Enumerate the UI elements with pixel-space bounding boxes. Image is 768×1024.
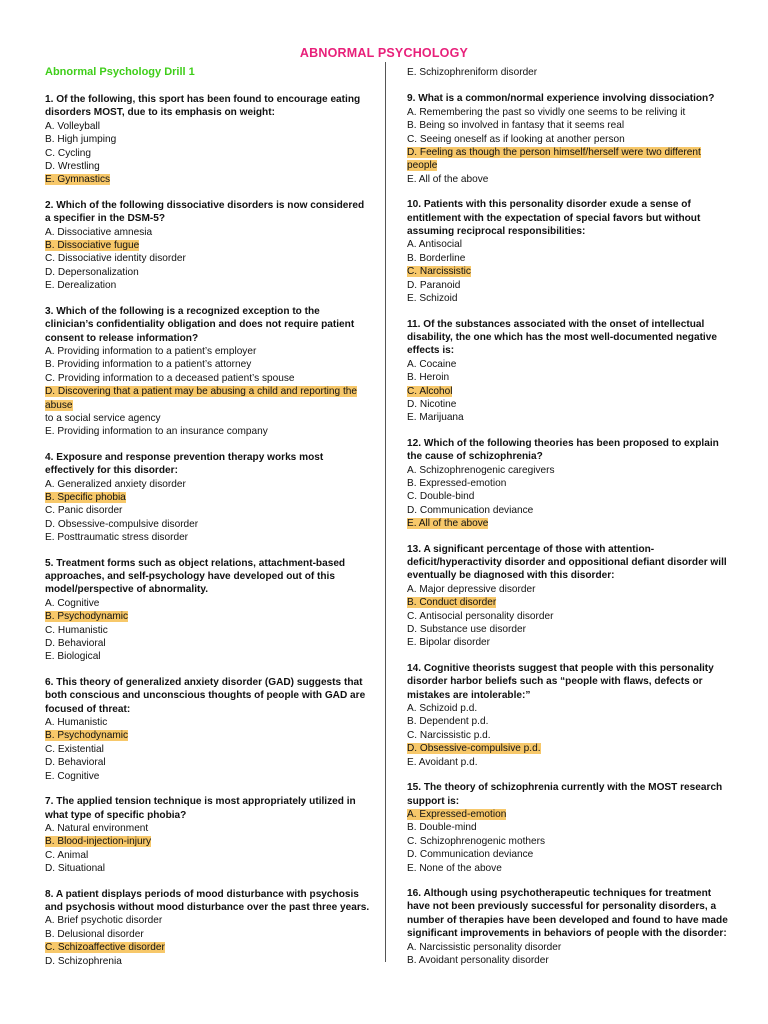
option-text: A. Narcissistic personality disorder <box>407 941 562 953</box>
question-item <box>407 543 732 650</box>
option-text: D. Obsessive-compulsive p.d. <box>407 743 541 755</box>
question-item <box>45 888 370 968</box>
option-text: C. Narcissistic p.d. <box>407 729 491 741</box>
option-text: B. Conduct disorder <box>407 597 497 609</box>
answer-option <box>407 292 732 305</box>
option-text: B. Being so involved in fantasy that it seems real <box>407 120 625 132</box>
option-text: B. Specific phobia <box>45 491 126 503</box>
answer-option <box>407 504 732 517</box>
right-column <box>407 66 732 979</box>
question-item <box>45 93 370 187</box>
question-stem: 15. The theory of schizophrenia currently with the MOST research support is: <box>407 782 723 807</box>
answer-option <box>45 955 370 968</box>
answer-option <box>45 743 370 756</box>
option-text: E. Marijuana <box>407 412 464 424</box>
question-item <box>45 305 370 439</box>
option-text: A. Generalized anxiety disorder <box>45 478 186 490</box>
answer-option <box>407 941 732 954</box>
option-text: B. Expressed-emotion <box>407 477 507 489</box>
option-text: E. Bipolar disorder <box>407 637 491 649</box>
question-stem: 14. Cognitive theorists suggest that people with this personality disorder harbor beliefs such as “people with flaws, defects or mistakes are intolerable:” <box>407 662 714 701</box>
answer-option-highlighted <box>45 385 370 412</box>
option-text: C. Panic disorder <box>45 505 123 517</box>
answer-option-highlighted <box>407 146 732 173</box>
option-text: D. Wrestling <box>45 161 100 173</box>
question-item <box>407 318 732 425</box>
question-stem: 3. Which of the following is a recognized exception to the clinician’s confidentiality obligation and does not require patient consent to release information? <box>45 305 355 344</box>
question-stem: 5. Treatment forms such as object relations, attachment-based approaches, and self-psychology have developed out of this model/perspective of abnormality. <box>45 557 346 596</box>
answer-option <box>45 597 370 610</box>
option-text: E. All of the above <box>407 173 489 185</box>
question-stem: 9. What is a common/normal experience involving dissociation? <box>407 93 715 105</box>
option-text: D. Nicotine <box>407 398 457 410</box>
option-text: C. Providing information to a deceased patient’s spouse <box>45 372 295 384</box>
answer-option <box>45 862 370 875</box>
answer-option <box>45 716 370 729</box>
question-stem: 13. A significant percentage of those with attention-deficit/hyperactivity disorder and oppositional defiant disorder will eventually be diagnosed with this disorder: <box>407 543 727 582</box>
option-text: B. Double-mind <box>407 822 477 834</box>
continued-option: E. Schizophreniform disorder <box>407 67 538 78</box>
answer-option <box>407 821 732 834</box>
answer-option-highlighted <box>45 491 370 504</box>
option-text: C. Dissociative identity disorder <box>45 253 186 265</box>
answer-option <box>45 650 370 663</box>
answer-option <box>45 425 370 438</box>
question-stem: 8. A patient displays periods of mood disturbance with psychosis and psychosis without mood disturbance over the past three years. <box>45 888 370 913</box>
option-text: C. Schizoaffective disorder <box>45 942 165 954</box>
question-item <box>407 92 732 186</box>
option-continuation: to a social service agency <box>45 412 161 424</box>
answer-option <box>45 637 370 650</box>
option-text: C. Humanistic <box>45 624 108 636</box>
option-text: A. Schizophrenogenic caregivers <box>407 464 555 476</box>
answer-option-highlighted <box>45 173 370 186</box>
answer-option <box>45 518 370 531</box>
option-text: D. Substance use disorder <box>407 624 526 636</box>
answer-option <box>45 770 370 783</box>
option-text: B. Heroin <box>407 372 450 384</box>
option-text: D. Discovering that a patient may be abusing a child and reporting the abuse <box>45 386 357 411</box>
answer-option <box>407 238 732 251</box>
question-item <box>45 557 370 664</box>
answer-option-highlighted <box>407 265 732 278</box>
answer-option-highlighted <box>407 517 732 530</box>
option-text: B. Dissociative fugue <box>45 240 140 252</box>
answer-option <box>407 583 732 596</box>
answer-option <box>407 835 732 848</box>
question-stem: 2. Which of the following dissociative disorders is now considered a specifier in the DSM-5? <box>45 199 365 225</box>
option-text: B. Psychodynamic <box>45 611 129 623</box>
answer-option <box>407 133 732 146</box>
option-text: A. Providing information to a patient’s employer <box>45 345 257 357</box>
answer-option <box>407 715 732 728</box>
option-text: E. Cognitive <box>45 770 100 782</box>
option-text: E. Avoidant p.d. <box>407 756 478 768</box>
answer-option <box>407 173 732 186</box>
option-text: D. Behavioral <box>45 638 106 650</box>
answer-option <box>407 610 732 623</box>
answer-option <box>407 464 732 477</box>
answer-option <box>407 119 732 132</box>
question-item <box>45 676 370 783</box>
question-item <box>407 198 732 305</box>
answer-option <box>407 106 732 119</box>
option-text: A. Volleyball <box>45 120 100 132</box>
option-text: C. Cycling <box>45 147 91 159</box>
option-text: A. Major depressive disorder <box>407 583 536 595</box>
answer-option <box>45 133 370 146</box>
answer-option <box>407 477 732 490</box>
answer-option <box>407 954 732 967</box>
question-stem: 12. Which of the following theories has been proposed to explain the cause of schizophrenia? <box>407 437 719 463</box>
answer-option <box>407 252 732 265</box>
option-text: A. Natural environment <box>45 822 149 834</box>
question-item <box>45 199 370 293</box>
answer-option <box>407 702 732 715</box>
answer-option <box>45 345 370 358</box>
option-text: C. Double-bind <box>407 491 475 503</box>
option-text: A. Cognitive <box>45 597 100 609</box>
answer-option-highlighted <box>407 596 732 609</box>
question-stem: 16. Although using psychotherapeutic techniques for treatment have not been previously successful for personality disorders, a number of therapies have been developed and found to have made significant improvements in behaviors of people with the disorder: <box>407 887 728 940</box>
option-text: D. Schizophrenia <box>45 955 122 967</box>
question-item <box>407 662 732 769</box>
answer-option-highlighted <box>407 808 732 821</box>
answer-option <box>45 147 370 160</box>
answer-option-highlighted <box>407 742 732 755</box>
answer-option <box>407 398 732 411</box>
option-text: B. Psychodynamic <box>45 730 129 742</box>
option-text: A. Remembering the past so vividly one seems to be reliving it <box>407 106 686 118</box>
option-text: E. Schizoid <box>407 293 458 305</box>
option-text: A. Cocaine <box>407 358 457 370</box>
answer-option <box>45 849 370 862</box>
question-item <box>407 887 732 967</box>
option-text: D. Depersonalization <box>45 266 139 278</box>
answer-option <box>45 358 370 371</box>
option-text: B. High jumping <box>45 134 117 146</box>
answer-option <box>407 279 732 292</box>
answer-option <box>45 266 370 279</box>
answer-option <box>45 279 370 292</box>
question-stem: 10. Patients with this personality disorder exude a sense of entitlement with the expectation of special favors but without assuming reciprocal responsibilities: <box>407 199 701 238</box>
left-column <box>45 93 370 980</box>
answer-option <box>407 623 732 636</box>
option-text: A. Dissociative amnesia <box>45 226 153 238</box>
option-text: C. Seeing oneself as if looking at another person <box>407 133 625 145</box>
option-text: E. Posttraumatic stress disorder <box>45 532 189 544</box>
answer-option <box>45 504 370 517</box>
option-text: C. Narcissistic <box>407 266 471 278</box>
option-text: D. Feeling as though the person himself/herself were two different people <box>407 147 701 172</box>
answer-option <box>45 928 370 941</box>
answer-option-highlighted <box>45 941 370 954</box>
option-text: D. Communication deviance <box>407 849 534 861</box>
answer-option <box>45 531 370 544</box>
answer-option-highlighted <box>407 385 732 398</box>
answer-option <box>407 371 732 384</box>
column-divider <box>385 62 386 962</box>
option-text: A. Schizoid p.d. <box>407 703 478 715</box>
answer-option <box>407 848 732 861</box>
question-item <box>407 781 732 875</box>
answer-option <box>45 226 370 239</box>
option-text: A. Expressed-emotion <box>407 808 507 820</box>
option-text: C. Animal <box>45 849 89 861</box>
answer-option <box>407 862 732 875</box>
option-text: B. Delusional disorder <box>45 928 144 940</box>
option-text: B. Borderline <box>407 252 466 264</box>
answer-option <box>45 252 370 265</box>
option-text: D. Behavioral <box>45 757 106 769</box>
option-text: A. Humanistic <box>45 717 108 729</box>
question-item <box>45 795 370 875</box>
question-stem: 1. Of the following, this sport has been found to encourage eating disorders MOST, due to its emphasis on weight: <box>45 94 361 119</box>
option-text: D. Obsessive-compulsive disorder <box>45 518 199 530</box>
option-text: E. Derealization <box>45 280 117 292</box>
option-text: B. Avoidant personality disorder <box>407 954 549 966</box>
question-item <box>45 451 370 545</box>
answer-option <box>407 411 732 424</box>
answer-option-highlighted <box>45 239 370 252</box>
answer-option <box>407 729 732 742</box>
option-text: C. Antisocial personality disorder <box>407 610 554 622</box>
page-title: ABNORMAL PSYCHOLOGY <box>299 46 469 60</box>
option-text: D. Situational <box>45 863 106 875</box>
option-text: B. Providing information to a patient’s attorney <box>45 359 252 371</box>
answer-option <box>407 358 732 371</box>
question-stem: 4. Exposure and response prevention therapy works most effectively for this disorder: <box>45 451 324 477</box>
option-text: C. Alcohol <box>407 385 453 397</box>
answer-option <box>45 624 370 637</box>
answer-option <box>45 160 370 173</box>
question-stem: 6. This theory of generalized anxiety disorder (GAD) suggests that both conscious and unconscious thoughts of people with GAD are focused of threat: <box>45 676 366 715</box>
answer-option <box>45 822 370 835</box>
answer-option <box>407 756 732 769</box>
option-text: E. Biological <box>45 651 101 663</box>
question-item <box>407 437 732 531</box>
drill-subtitle: Abnormal Psychology Drill 1 <box>45 66 195 78</box>
answer-option-highlighted <box>45 835 370 848</box>
answer-option <box>45 478 370 491</box>
option-text: E. All of the above <box>407 518 489 530</box>
answer-option-highlighted <box>45 729 370 742</box>
option-text: B. Blood-injection-injury <box>45 836 152 848</box>
option-text: B. Dependent p.d. <box>407 716 489 728</box>
option-text: A. Brief psychotic disorder <box>45 915 163 927</box>
answer-option <box>407 490 732 503</box>
question-stem: 11. Of the substances associated with the onset of intellectual disability, the one which has the most well-documented negative effects is: <box>407 318 717 357</box>
option-text: E. Gymnastics <box>45 174 111 186</box>
question-stem: 7. The applied tension technique is most appropriately utilized in what type of specific phobia? <box>45 796 356 821</box>
option-text: D. Communication deviance <box>407 504 534 516</box>
answer-option <box>45 756 370 769</box>
option-text: C. Schizophrenogenic mothers <box>407 835 546 847</box>
option-text: E. Providing information to an insurance company <box>45 426 268 438</box>
answer-option <box>45 914 370 927</box>
option-text: E. None of the above <box>407 862 502 874</box>
option-text: C. Existential <box>45 743 104 755</box>
option-text: D. Paranoid <box>407 279 461 291</box>
answer-option <box>407 636 732 649</box>
option-text: A. Antisocial <box>407 239 462 251</box>
answer-option <box>45 372 370 385</box>
answer-option <box>45 120 370 133</box>
answer-option-highlighted <box>45 610 370 623</box>
